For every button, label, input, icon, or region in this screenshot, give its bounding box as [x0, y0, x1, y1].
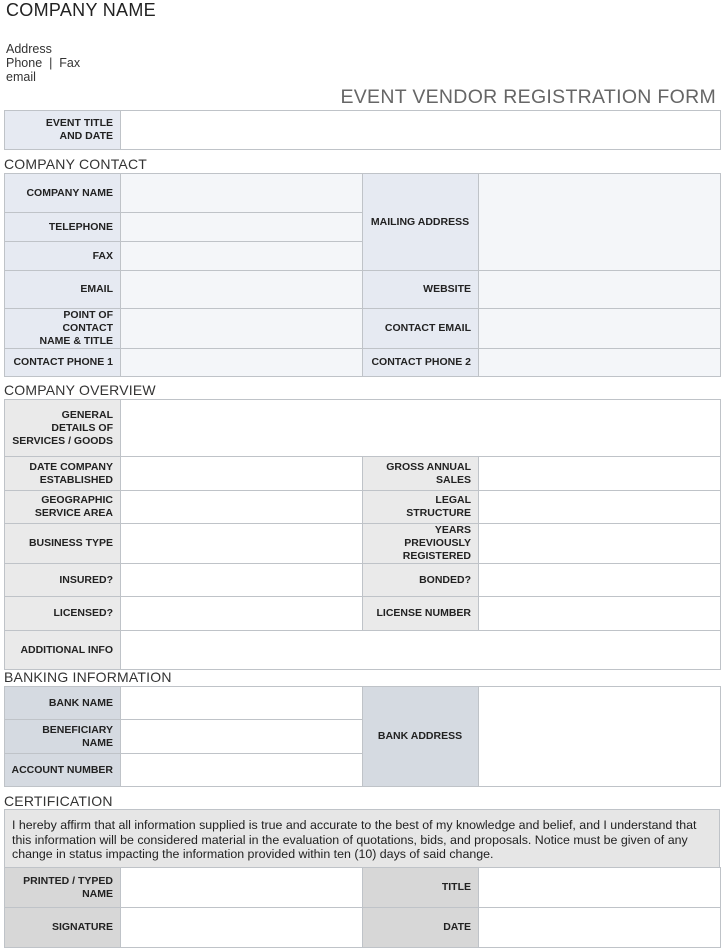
company-contact-table: [4, 173, 721, 377]
point-of-contact-field[interactable]: [121, 309, 363, 349]
form-title: EVENT VENDOR REGISTRATION FORM: [340, 86, 716, 108]
bank-name-field[interactable]: [121, 687, 363, 720]
company-name: COMPANY NAME: [6, 0, 156, 20]
licensed-label: LICENSED?: [5, 597, 121, 631]
account-number-label: ACCOUNT NUMBER: [5, 754, 121, 787]
company-phone-fax: Phone | Fax: [6, 56, 81, 70]
certification-statement: I hereby affirm that all information supplied is true and accurate to the best of my knowledge and belief, and I understand that this information will be considered material in the evaluation of quotations, bids, and proposals. Notice must be given of any change in status impacting the information provided within ten (10) days of said change.: [4, 809, 720, 867]
event-title-field[interactable]: [121, 111, 721, 150]
email-field[interactable]: [121, 271, 363, 309]
bank-name-label: BANK NAME: [5, 687, 121, 720]
business-type-label: BUSINESS TYPE: [5, 524, 121, 564]
beneficiary-name-label: BENEFICIARY NAME: [5, 720, 121, 754]
general-details-field[interactable]: [121, 400, 721, 457]
date-field[interactable]: [479, 908, 721, 948]
contact-phone-1-field[interactable]: [121, 349, 363, 377]
printed-name-field[interactable]: [121, 868, 363, 908]
business-type-field[interactable]: [121, 524, 363, 564]
license-number-label: LICENSE NUMBER: [363, 597, 479, 631]
telephone-field[interactable]: [121, 213, 363, 242]
banking-heading: BANKING INFORMATION: [4, 669, 172, 685]
beneficiary-name-field[interactable]: [121, 720, 363, 754]
insured-field[interactable]: [121, 564, 363, 597]
years-registered-label: YEARS PREVIOUSLY REGISTERED: [363, 524, 479, 564]
gross-annual-sales-field[interactable]: [479, 457, 721, 491]
printed-name-label: PRINTED / TYPED NAME: [5, 868, 121, 908]
years-registered-field[interactable]: [479, 524, 721, 564]
website-field[interactable]: [479, 271, 721, 309]
bank-address-field[interactable]: [479, 687, 721, 787]
signature-field[interactable]: [121, 908, 363, 948]
date-established-field[interactable]: [121, 457, 363, 491]
additional-info-field[interactable]: [121, 631, 721, 670]
certification-heading: CERTIFICATION: [4, 793, 113, 809]
additional-info-label: ADDITIONAL INFO: [5, 631, 121, 670]
bonded-label: BONDED?: [363, 564, 479, 597]
fax-label: FAX: [5, 242, 121, 271]
contact-phone-2-field[interactable]: [479, 349, 721, 377]
title-field[interactable]: [479, 868, 721, 908]
telephone-label: TELEPHONE: [5, 213, 121, 242]
company-name-field[interactable]: [121, 174, 363, 213]
signature-label: SIGNATURE: [5, 908, 121, 948]
event-title-label: EVENT TITLE AND DATE: [5, 111, 121, 150]
account-number-field[interactable]: [121, 754, 363, 787]
bonded-field[interactable]: [479, 564, 721, 597]
point-of-contact-label: POINT OF CONTACT NAME & TITLE: [5, 309, 121, 349]
email-label: EMAIL: [5, 271, 121, 309]
geographic-service-area-field[interactable]: [121, 491, 363, 524]
company-contact-heading: COMPANY CONTACT: [4, 156, 148, 172]
mailing-address-label: MAILING ADDRESS: [363, 174, 479, 271]
event-table: [4, 110, 721, 150]
gross-annual-sales-label: GROSS ANNUAL SALES: [363, 457, 479, 491]
mailing-address-field[interactable]: [479, 174, 721, 271]
contact-email-field[interactable]: [479, 309, 721, 349]
company-overview-heading: COMPANY OVERVIEW: [4, 382, 156, 398]
license-number-field[interactable]: [479, 597, 721, 631]
date-established-label: DATE COMPANY ESTABLISHED: [5, 457, 121, 491]
company-email: email: [6, 70, 36, 84]
company-name-label: COMPANY NAME: [5, 174, 121, 213]
company-overview-table: [4, 399, 721, 670]
certification-table: [4, 867, 721, 948]
legal-structure-label: LEGAL STRUCTURE: [363, 491, 479, 524]
geographic-service-area-label: GEOGRAPHIC SERVICE AREA: [5, 491, 121, 524]
contact-phone-1-label: CONTACT PHONE 1: [5, 349, 121, 377]
legal-structure-field[interactable]: [479, 491, 721, 524]
general-details-label: GENERAL DETAILS OF SERVICES / GOODS: [5, 400, 121, 457]
company-address: Address: [6, 42, 52, 56]
date-label: DATE: [363, 908, 479, 948]
contact-phone-2-label: CONTACT PHONE 2: [363, 349, 479, 377]
bank-address-label: BANK ADDRESS: [363, 687, 479, 787]
banking-table: [4, 686, 721, 787]
licensed-field[interactable]: [121, 597, 363, 631]
contact-email-label: CONTACT EMAIL: [363, 309, 479, 349]
fax-field[interactable]: [121, 242, 363, 271]
website-label: WEBSITE: [363, 271, 479, 309]
insured-label: INSURED?: [5, 564, 121, 597]
title-label: TITLE: [363, 868, 479, 908]
